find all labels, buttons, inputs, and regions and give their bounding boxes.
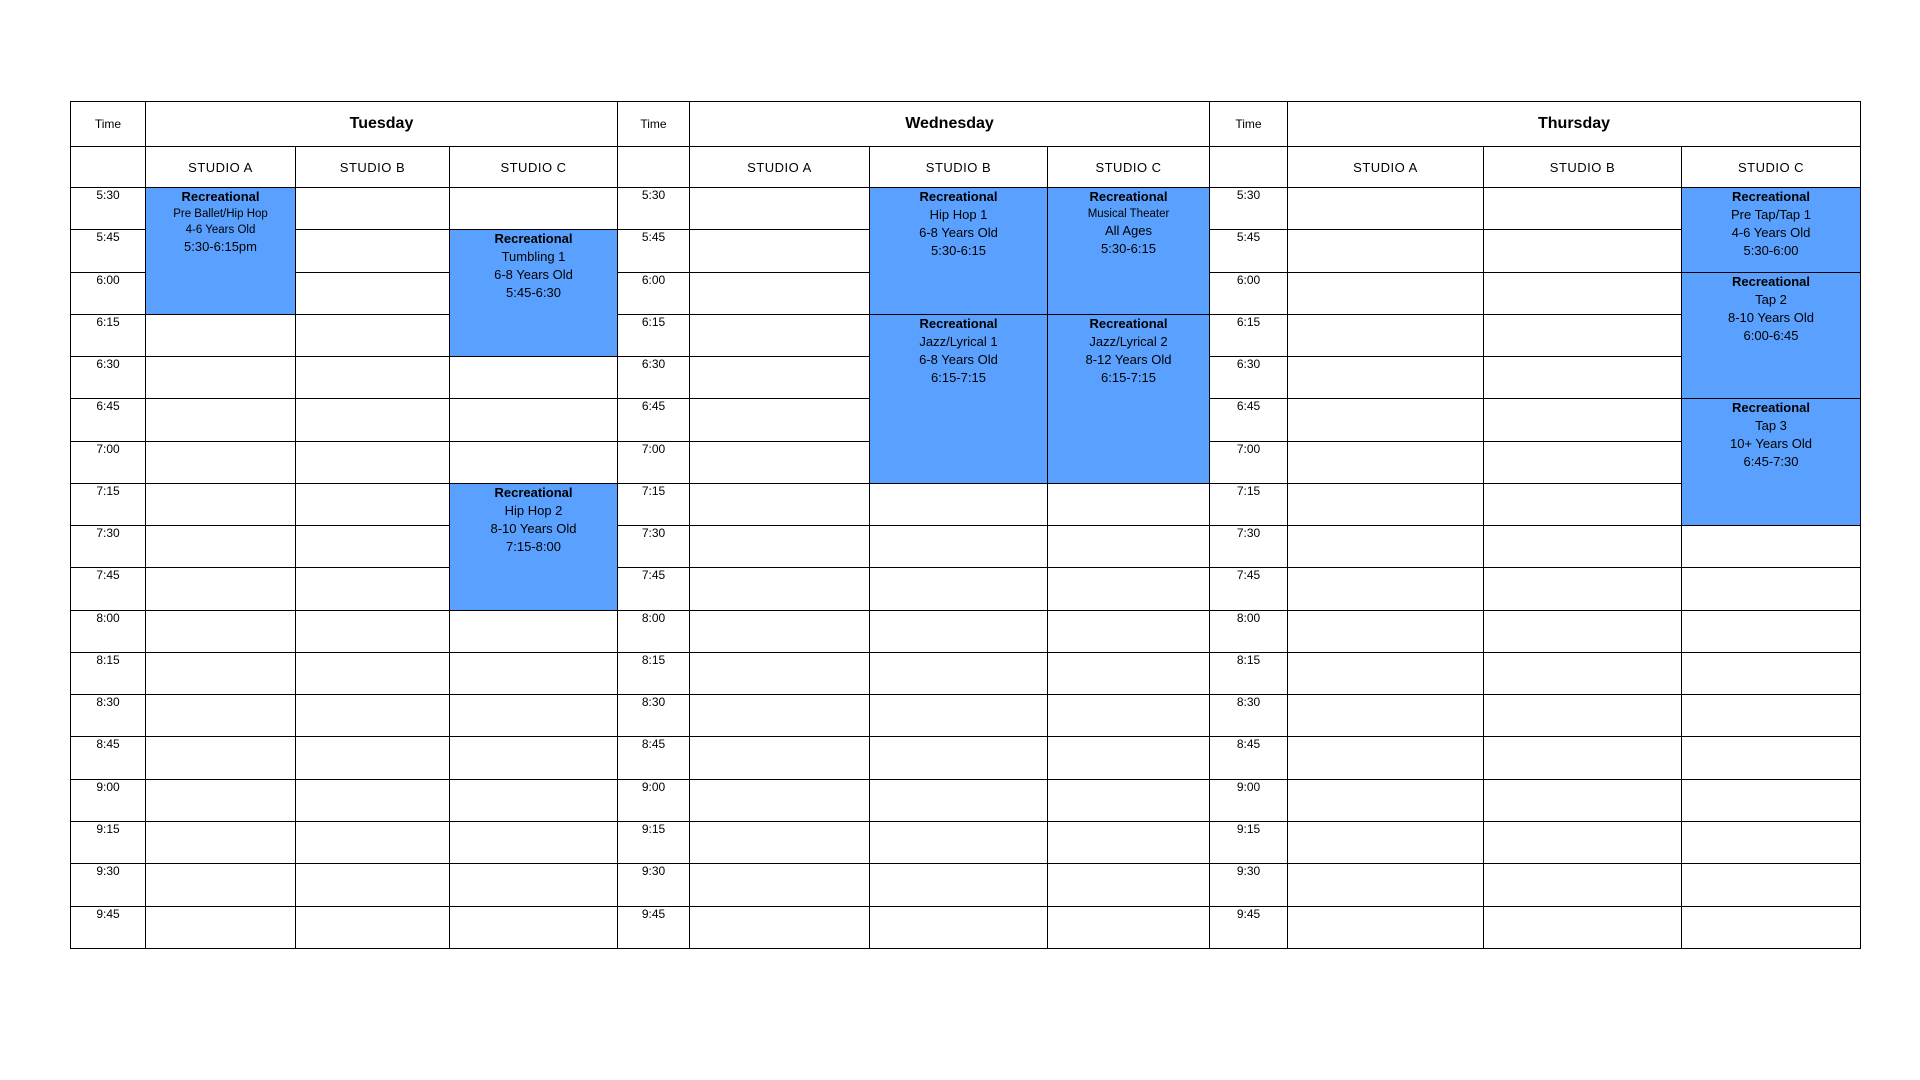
empty-slot bbox=[296, 568, 450, 610]
empty-slot bbox=[1288, 357, 1484, 399]
empty-slot bbox=[870, 526, 1048, 568]
empty-slot bbox=[296, 526, 450, 568]
class-ages: 6-8 Years Old bbox=[919, 225, 998, 240]
time-label: 8:15 bbox=[1210, 652, 1288, 694]
empty-slot bbox=[1048, 864, 1210, 906]
empty-slot bbox=[146, 483, 296, 525]
class-time: 6:00-6:45 bbox=[1743, 327, 1799, 343]
time-label: 6:15 bbox=[618, 314, 690, 356]
empty-slot bbox=[1484, 188, 1682, 230]
empty-slot bbox=[870, 906, 1048, 948]
empty-slot bbox=[296, 652, 450, 694]
time-slot-row bbox=[71, 188, 1861, 230]
time-label: 7:00 bbox=[71, 441, 146, 483]
empty-slot bbox=[146, 568, 296, 610]
time-label: 7:30 bbox=[71, 526, 146, 568]
empty-slot bbox=[870, 779, 1048, 821]
empty-slot bbox=[870, 652, 1048, 694]
class-time: 5:45-6:30 bbox=[506, 285, 561, 301]
time-label: 5:30 bbox=[71, 188, 146, 230]
empty-slot bbox=[870, 737, 1048, 779]
blank-header-cell bbox=[618, 147, 690, 188]
empty-slot bbox=[1484, 737, 1682, 779]
class-category: Recreational bbox=[494, 484, 573, 500]
empty-slot bbox=[296, 737, 450, 779]
class-style: Jazz/Lyrical 1 bbox=[919, 333, 998, 349]
day-header-row bbox=[71, 102, 1861, 147]
empty-slot bbox=[690, 357, 870, 399]
time-slot-row bbox=[71, 568, 1861, 610]
class-block[interactable] bbox=[870, 188, 1048, 315]
time-label: 7:45 bbox=[618, 568, 690, 610]
class-category: Recreational bbox=[1089, 189, 1168, 204]
time-slot-row bbox=[71, 695, 1861, 737]
class-time: 5:30-6:15pm bbox=[184, 239, 257, 254]
empty-slot bbox=[1682, 737, 1861, 779]
class-time: 6:45-7:30 bbox=[1743, 454, 1799, 470]
empty-slot bbox=[1288, 483, 1484, 525]
empty-slot bbox=[1682, 568, 1861, 610]
time-column-header: Time bbox=[618, 102, 690, 147]
time-label: 6:45 bbox=[1210, 399, 1288, 441]
class-ages: 6-8 Years Old bbox=[494, 267, 573, 283]
empty-slot bbox=[450, 357, 618, 399]
time-slot-row bbox=[71, 526, 1861, 568]
empty-slot bbox=[1048, 695, 1210, 737]
empty-slot bbox=[1288, 399, 1484, 441]
empty-slot bbox=[1048, 652, 1210, 694]
time-label: 7:30 bbox=[618, 526, 690, 568]
class-block[interactable] bbox=[450, 483, 618, 610]
class-category: Recreational bbox=[181, 189, 260, 204]
empty-slot bbox=[1484, 821, 1682, 863]
empty-slot bbox=[870, 568, 1048, 610]
empty-slot bbox=[296, 610, 450, 652]
empty-slot bbox=[450, 610, 618, 652]
class-ages: 10+ Years Old bbox=[1729, 436, 1813, 452]
empty-slot bbox=[690, 399, 870, 441]
time-slot-row bbox=[71, 483, 1861, 525]
empty-slot bbox=[1484, 272, 1682, 314]
empty-slot bbox=[1682, 610, 1861, 652]
class-style: Tap 2 bbox=[1755, 291, 1787, 307]
empty-slot bbox=[296, 779, 450, 821]
empty-slot bbox=[1484, 399, 1682, 441]
time-slot-row bbox=[71, 314, 1861, 356]
empty-slot bbox=[1288, 610, 1484, 652]
time-label: 9:15 bbox=[618, 821, 690, 863]
empty-slot bbox=[146, 314, 296, 356]
time-label: 6:00 bbox=[618, 272, 690, 314]
empty-slot bbox=[1288, 695, 1484, 737]
empty-slot bbox=[690, 652, 870, 694]
empty-slot bbox=[1288, 568, 1484, 610]
empty-slot bbox=[1288, 652, 1484, 694]
class-time: 6:15-7:15 bbox=[1101, 369, 1156, 385]
time-label: 6:00 bbox=[71, 272, 146, 314]
empty-slot bbox=[690, 483, 870, 525]
empty-slot bbox=[1682, 526, 1861, 568]
day-header-thursday: Thursday bbox=[1288, 102, 1861, 147]
time-label: 5:45 bbox=[71, 230, 146, 272]
empty-slot bbox=[296, 695, 450, 737]
empty-slot bbox=[146, 652, 296, 694]
empty-slot bbox=[296, 483, 450, 525]
time-label: 5:30 bbox=[1210, 188, 1288, 230]
empty-slot bbox=[146, 906, 296, 948]
empty-slot bbox=[1288, 906, 1484, 948]
empty-slot bbox=[450, 779, 618, 821]
class-time: 7:15-8:00 bbox=[506, 538, 561, 554]
time-label: 9:30 bbox=[1210, 864, 1288, 906]
class-category: Recreational bbox=[494, 231, 573, 247]
empty-slot bbox=[1048, 483, 1210, 525]
time-label: 6:30 bbox=[71, 357, 146, 399]
class-style: Jazz/Lyrical 2 bbox=[1089, 333, 1168, 349]
time-label: 6:30 bbox=[1210, 357, 1288, 399]
empty-slot bbox=[296, 441, 450, 483]
empty-slot bbox=[1682, 864, 1861, 906]
empty-slot bbox=[296, 821, 450, 863]
time-label: 9:00 bbox=[71, 779, 146, 821]
empty-slot bbox=[690, 230, 870, 272]
empty-slot bbox=[146, 357, 296, 399]
day-header-wednesday: Wednesday bbox=[690, 102, 1210, 147]
class-category: Recreational bbox=[919, 189, 998, 204]
empty-slot bbox=[1484, 652, 1682, 694]
empty-slot bbox=[1288, 188, 1484, 230]
class-category: Recreational bbox=[1731, 273, 1811, 289]
class-time: 5:30-6:15 bbox=[1101, 241, 1156, 256]
class-ages: 8-12 Years Old bbox=[1085, 351, 1172, 367]
empty-slot bbox=[146, 399, 296, 441]
time-label: 8:45 bbox=[618, 737, 690, 779]
time-label: 8:00 bbox=[618, 610, 690, 652]
time-label: 6:45 bbox=[618, 399, 690, 441]
time-label: 7:30 bbox=[1210, 526, 1288, 568]
class-ages: 4-6 Years Old bbox=[185, 224, 256, 236]
class-style: Pre Ballet/Hip Hop bbox=[173, 208, 268, 220]
class-block[interactable] bbox=[1682, 188, 1861, 273]
time-label: 5:45 bbox=[1210, 230, 1288, 272]
time-label: 9:45 bbox=[1210, 906, 1288, 948]
time-label: 8:45 bbox=[71, 737, 146, 779]
class-ages: All Ages bbox=[1105, 223, 1152, 238]
time-label: 9:30 bbox=[71, 864, 146, 906]
empty-slot bbox=[1288, 821, 1484, 863]
empty-slot bbox=[296, 188, 450, 230]
empty-slot bbox=[296, 272, 450, 314]
empty-slot bbox=[690, 314, 870, 356]
empty-slot bbox=[690, 779, 870, 821]
class-category: Recreational bbox=[919, 315, 998, 331]
time-slot-row bbox=[71, 652, 1861, 694]
empty-slot bbox=[450, 695, 618, 737]
time-label: 7:45 bbox=[1210, 568, 1288, 610]
time-label: 7:15 bbox=[1210, 483, 1288, 525]
empty-slot bbox=[450, 864, 618, 906]
empty-slot bbox=[870, 864, 1048, 906]
empty-slot bbox=[1048, 610, 1210, 652]
empty-slot bbox=[1048, 568, 1210, 610]
time-label: 5:45 bbox=[618, 230, 690, 272]
class-style: Pre Tap/Tap 1 bbox=[1731, 207, 1811, 222]
empty-slot bbox=[870, 695, 1048, 737]
class-block[interactable] bbox=[1048, 188, 1210, 315]
empty-slot bbox=[450, 821, 618, 863]
empty-slot bbox=[690, 610, 870, 652]
class-style: Hip Hop 2 bbox=[504, 502, 563, 518]
empty-slot bbox=[870, 610, 1048, 652]
empty-slot bbox=[1484, 357, 1682, 399]
time-slot-row bbox=[71, 779, 1861, 821]
empty-slot bbox=[296, 314, 450, 356]
class-block[interactable] bbox=[870, 314, 1048, 483]
empty-slot bbox=[1484, 441, 1682, 483]
empty-slot bbox=[1048, 779, 1210, 821]
empty-slot bbox=[1048, 737, 1210, 779]
time-slot-row bbox=[71, 821, 1861, 863]
empty-slot bbox=[1484, 526, 1682, 568]
empty-slot bbox=[1288, 230, 1484, 272]
empty-slot bbox=[690, 441, 870, 483]
empty-slot bbox=[1484, 695, 1682, 737]
empty-slot bbox=[1484, 906, 1682, 948]
class-block[interactable] bbox=[450, 230, 618, 357]
time-label: 7:15 bbox=[71, 483, 146, 525]
empty-slot bbox=[1048, 821, 1210, 863]
empty-slot bbox=[1288, 526, 1484, 568]
time-label: 6:00 bbox=[1210, 272, 1288, 314]
empty-slot bbox=[1288, 779, 1484, 821]
empty-slot bbox=[690, 864, 870, 906]
studio-header: STUDIO B bbox=[870, 147, 1048, 188]
empty-slot bbox=[450, 906, 618, 948]
empty-slot bbox=[690, 188, 870, 230]
class-style: Hip Hop 1 bbox=[929, 207, 988, 222]
time-label: 6:45 bbox=[71, 399, 146, 441]
empty-slot bbox=[296, 357, 450, 399]
class-ages: 8-10 Years Old bbox=[1728, 309, 1815, 325]
time-label: 8:15 bbox=[71, 652, 146, 694]
empty-slot bbox=[1288, 272, 1484, 314]
empty-slot bbox=[296, 230, 450, 272]
empty-slot bbox=[146, 441, 296, 483]
studio-header: STUDIO A bbox=[1288, 147, 1484, 188]
time-label: 5:30 bbox=[618, 188, 690, 230]
studio-header: STUDIO B bbox=[1484, 147, 1682, 188]
empty-slot bbox=[146, 779, 296, 821]
empty-slot bbox=[146, 864, 296, 906]
empty-slot bbox=[1484, 230, 1682, 272]
empty-slot bbox=[1682, 652, 1861, 694]
empty-slot bbox=[146, 610, 296, 652]
time-label: 7:45 bbox=[71, 568, 146, 610]
empty-slot bbox=[1288, 441, 1484, 483]
studio-header-row bbox=[71, 147, 1861, 188]
time-label: 6:30 bbox=[618, 357, 690, 399]
time-label: 9:15 bbox=[1210, 821, 1288, 863]
time-column-header: Time bbox=[71, 102, 146, 147]
empty-slot bbox=[1682, 821, 1861, 863]
day-header-tuesday: Tuesday bbox=[146, 102, 618, 147]
class-category: Recreational bbox=[1731, 189, 1811, 204]
empty-slot bbox=[1484, 610, 1682, 652]
time-label: 8:30 bbox=[618, 695, 690, 737]
time-label: 7:00 bbox=[1210, 441, 1288, 483]
empty-slot bbox=[1484, 314, 1682, 356]
empty-slot bbox=[450, 188, 618, 230]
studio-header: STUDIO C bbox=[1682, 147, 1861, 188]
time-label: 9:30 bbox=[618, 864, 690, 906]
empty-slot bbox=[296, 906, 450, 948]
class-style: Tap 3 bbox=[1755, 418, 1787, 434]
empty-slot bbox=[1048, 526, 1210, 568]
empty-slot bbox=[690, 568, 870, 610]
empty-slot bbox=[690, 526, 870, 568]
empty-slot bbox=[146, 821, 296, 863]
class-category: Recreational bbox=[1089, 315, 1168, 331]
empty-slot bbox=[1484, 483, 1682, 525]
class-ages: 8-10 Years Old bbox=[490, 520, 577, 536]
time-label: 6:15 bbox=[71, 314, 146, 356]
empty-slot bbox=[1484, 864, 1682, 906]
time-label: 8:45 bbox=[1210, 737, 1288, 779]
time-label: 7:00 bbox=[618, 441, 690, 483]
time-label: 9:00 bbox=[618, 779, 690, 821]
class-time: 6:15-7:15 bbox=[931, 369, 986, 385]
empty-slot bbox=[450, 441, 618, 483]
class-schedule-table bbox=[70, 101, 1861, 949]
studio-header: STUDIO C bbox=[450, 147, 618, 188]
empty-slot bbox=[1682, 695, 1861, 737]
time-label: 9:00 bbox=[1210, 779, 1288, 821]
studio-header: STUDIO B bbox=[296, 147, 450, 188]
time-label: 8:30 bbox=[71, 695, 146, 737]
empty-slot bbox=[1048, 906, 1210, 948]
time-slot-row bbox=[71, 737, 1861, 779]
time-label: 6:15 bbox=[1210, 314, 1288, 356]
time-label: 8:00 bbox=[71, 610, 146, 652]
class-ages: 4-6 Years Old bbox=[1731, 225, 1811, 240]
empty-slot bbox=[690, 737, 870, 779]
class-time: 5:30-6:15 bbox=[931, 243, 986, 258]
time-slot-row bbox=[71, 610, 1861, 652]
empty-slot bbox=[1682, 906, 1861, 948]
empty-slot bbox=[870, 483, 1048, 525]
empty-slot bbox=[146, 695, 296, 737]
empty-slot bbox=[690, 821, 870, 863]
empty-slot bbox=[690, 272, 870, 314]
time-label: 8:30 bbox=[1210, 695, 1288, 737]
time-label: 7:15 bbox=[618, 483, 690, 525]
class-block[interactable] bbox=[146, 188, 296, 315]
time-label: 9:45 bbox=[71, 906, 146, 948]
time-label: 8:00 bbox=[1210, 610, 1288, 652]
blank-header-cell bbox=[71, 147, 146, 188]
empty-slot bbox=[870, 821, 1048, 863]
empty-slot bbox=[690, 695, 870, 737]
class-style: Tumbling 1 bbox=[501, 249, 566, 265]
studio-header: STUDIO A bbox=[690, 147, 870, 188]
studio-header: STUDIO C bbox=[1048, 147, 1210, 188]
empty-slot bbox=[1484, 568, 1682, 610]
empty-slot bbox=[296, 864, 450, 906]
blank-header-cell bbox=[1210, 147, 1288, 188]
empty-slot bbox=[450, 399, 618, 441]
class-ages: 6-8 Years Old bbox=[919, 351, 998, 367]
time-slot-row bbox=[71, 906, 1861, 948]
empty-slot bbox=[1288, 737, 1484, 779]
empty-slot bbox=[450, 652, 618, 694]
empty-slot bbox=[1288, 314, 1484, 356]
studio-header: STUDIO A bbox=[146, 147, 296, 188]
class-block[interactable] bbox=[1048, 314, 1210, 483]
time-column-header: Time bbox=[1210, 102, 1288, 147]
time-label: 8:15 bbox=[618, 652, 690, 694]
empty-slot bbox=[1288, 864, 1484, 906]
time-slot-row bbox=[71, 864, 1861, 906]
class-category: Recreational bbox=[1731, 400, 1811, 416]
empty-slot bbox=[146, 526, 296, 568]
class-style: Musical Theater bbox=[1087, 208, 1170, 220]
empty-slot bbox=[146, 737, 296, 779]
empty-slot bbox=[296, 399, 450, 441]
time-label: 9:45 bbox=[618, 906, 690, 948]
class-time: 5:30-6:00 bbox=[1743, 243, 1799, 258]
empty-slot bbox=[1682, 779, 1861, 821]
class-block[interactable] bbox=[1682, 272, 1861, 399]
class-block[interactable] bbox=[1682, 399, 1861, 526]
time-label: 9:15 bbox=[71, 821, 146, 863]
empty-slot bbox=[1484, 779, 1682, 821]
empty-slot bbox=[690, 906, 870, 948]
empty-slot bbox=[450, 737, 618, 779]
